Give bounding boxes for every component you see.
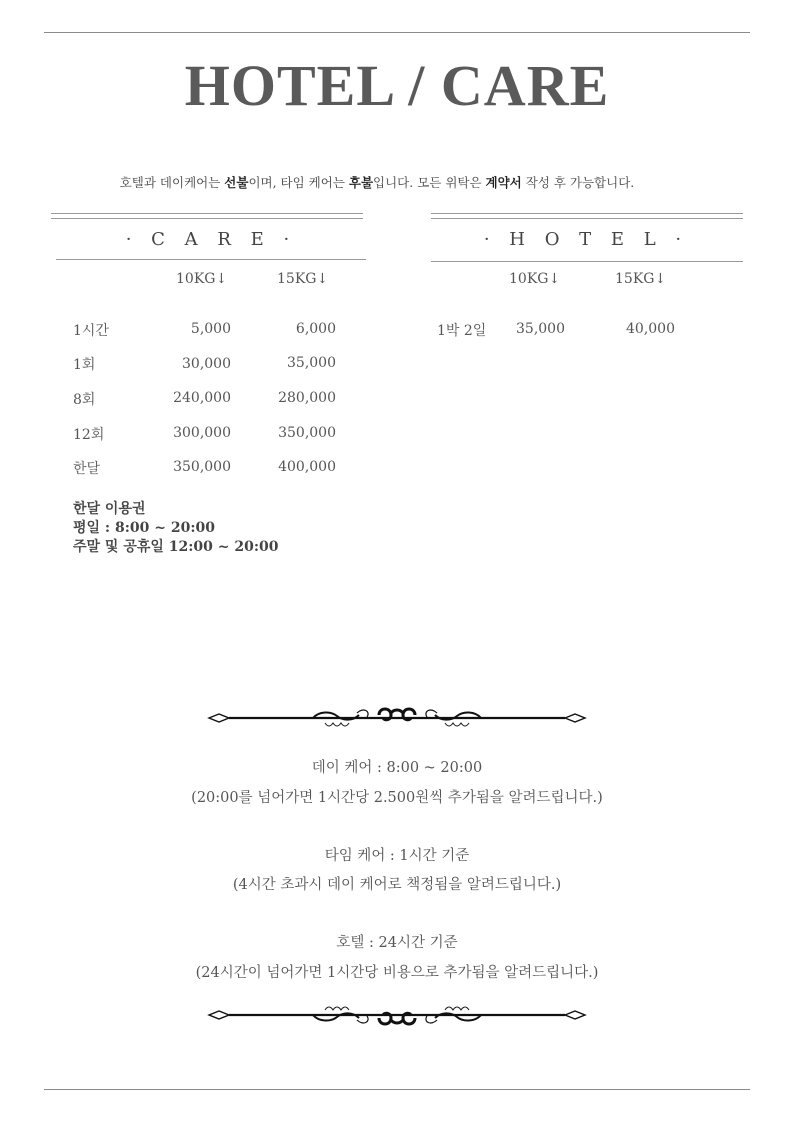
weekday-hours: 평일 : 8:00 ~ 20:00 [73,520,215,536]
intro-text [0,173,754,191]
care-row-label: 1시간 [73,323,109,339]
care-row-10kg-price: 5,000 [190,321,231,337]
hotel-row-label: 1박 2일 [437,323,487,339]
care-row-label: 한달 [73,461,101,477]
page-title: HOTEL / CARE [184,53,610,118]
intro-part-1: 호텔과 데이케어는 [119,175,225,190]
time-care-note: (4시간 초과시 데이 케어로 책정됨을 알려드립니다.) [232,877,562,893]
intro-bold-postpaid: 후불 [348,175,374,190]
time-care-basis: 타임 케어 : 1시간 기준 [324,848,470,864]
ornament-divider-top [207,703,587,733]
weekend-hours: 주말 및 공휴일 12:00 ~ 20:00 [73,539,279,555]
hotel-double-rule [431,213,743,219]
ornament-divider-bottom [207,1000,587,1030]
care-row-15kg-price: 35,000 [287,355,336,371]
intro-bold-prepaid: 선불 [224,175,249,190]
care-row-label: 8회 [73,392,96,408]
care-row-15kg-price: 400,000 [278,459,336,475]
intro-part-4: 작성 후 가능합니다. [521,175,635,190]
monthly-pass-notes [73,500,279,557]
hotel-section-title: · H O T E L · [483,229,689,250]
hotel-col-10kg: 10KG↓ [509,271,561,287]
top-rule [44,32,750,33]
monthly-pass-title: 한달 이용권 [73,501,146,517]
care-row-label: 12회 [73,427,105,443]
hotel-basis: 호텔 : 24시간 기준 [336,935,458,951]
intro-part-2: 이며, 타임 케어는 [248,175,349,190]
care-row-15kg-price: 6,000 [295,321,336,337]
care-row-label: 1회 [73,357,96,373]
care-row-15kg-price: 280,000 [278,390,336,406]
care-section-title: · C A R E · [125,229,297,250]
care-row-10kg-price: 350,000 [173,459,231,475]
day-care-note: (20:00를 넘어가면 1시간당 2.500원씩 추가됨을 알려드립니다.) [191,790,603,806]
care-title-underline [56,259,366,260]
care-col-10kg: 10KG↓ [176,271,228,287]
care-row-10kg-price: 30,000 [182,356,231,372]
intro-part-3: 입니다. 모든 위탁은 [373,175,486,190]
day-care-hours: 데이 케어 : 8:00 ~ 20:00 [311,760,483,776]
care-double-rule [51,213,363,219]
intro-bold-contract: 계약서 [485,175,522,190]
care-row-10kg-price: 240,000 [173,390,231,406]
hotel-title-underline [431,261,743,262]
hotel-row-15kg-price: 40,000 [626,321,675,337]
hotel-row-10kg-price: 35,000 [516,321,565,337]
care-col-15kg: 15KG↓ [277,271,329,287]
hotel-col-15kg: 15KG↓ [615,271,667,287]
hotel-note: (24시간이 넘어가면 1시간당 비용으로 추가됨을 알려드립니다.) [195,965,599,981]
bottom-rule [44,1089,750,1090]
care-row-15kg-price: 350,000 [278,425,336,441]
care-row-10kg-price: 300,000 [173,425,231,441]
